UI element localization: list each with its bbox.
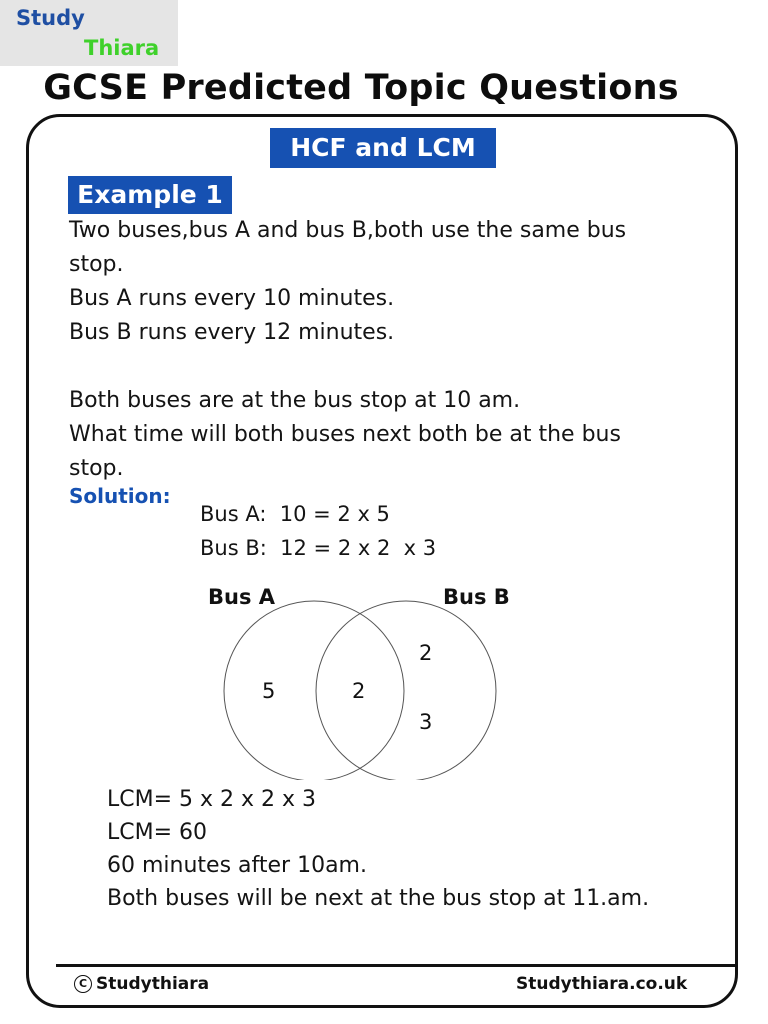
conclusion-line: LCM= 60 (107, 820, 208, 845)
question-line: Two buses,bus A and bus B,both use the same bus (69, 218, 627, 243)
venn-region-b-only-top: 2 (419, 641, 433, 665)
footer-brand: Studythiara (96, 974, 210, 994)
logo (0, 0, 178, 66)
paragraph-gap (69, 350, 709, 384)
question-line: stop. (69, 252, 124, 277)
venn-region-intersection: 2 (352, 679, 366, 703)
question-line: Both buses are at the bus stop at 10 am. (69, 388, 521, 413)
solution-label: Solution: (69, 484, 171, 508)
factorization-bus-a: Bus A: 10 = 2 x 5 (200, 502, 390, 526)
venn-circle-bus-a (224, 601, 404, 780)
conclusion-text (107, 783, 727, 915)
venn-label-bus-a: Bus A (208, 585, 276, 609)
logo-text-study: Study (16, 6, 85, 30)
copyright-icon: C (74, 975, 92, 993)
factorization-bus-b: Bus B: 12 = 2 x 2 x 3 (200, 536, 437, 560)
question-line: Bus A runs every 10 minutes. (69, 286, 395, 311)
conclusion-line: LCM= 5 x 2 x 2 x 3 (107, 787, 317, 812)
question-line: Bus B runs every 12 minutes. (69, 320, 395, 345)
footer-copyright (74, 974, 209, 994)
venn-label-bus-b: Bus B (443, 585, 510, 609)
question-text (69, 214, 709, 486)
question-line: stop. (69, 456, 124, 481)
page-title: GCSE Predicted Topic Questions (43, 68, 679, 108)
footer-divider (56, 964, 738, 967)
venn-region-b-only-bottom: 3 (419, 710, 433, 734)
venn-region-a-only: 5 (262, 679, 276, 703)
example-heading: Example 1 (68, 176, 232, 214)
conclusion-line: 60 minutes after 10am. (107, 853, 367, 878)
logo-text-thiara: Thiara (84, 36, 160, 60)
venn-diagram (190, 580, 520, 780)
venn-circle-bus-b (316, 601, 496, 780)
footer-website: Studythiara.co.uk (516, 974, 688, 994)
question-line: What time will both buses next both be at the bus (69, 422, 621, 447)
conclusion-line: Both buses will be next at the bus stop at 11.am. (107, 886, 650, 911)
topic-heading: HCF and LCM (270, 128, 496, 168)
